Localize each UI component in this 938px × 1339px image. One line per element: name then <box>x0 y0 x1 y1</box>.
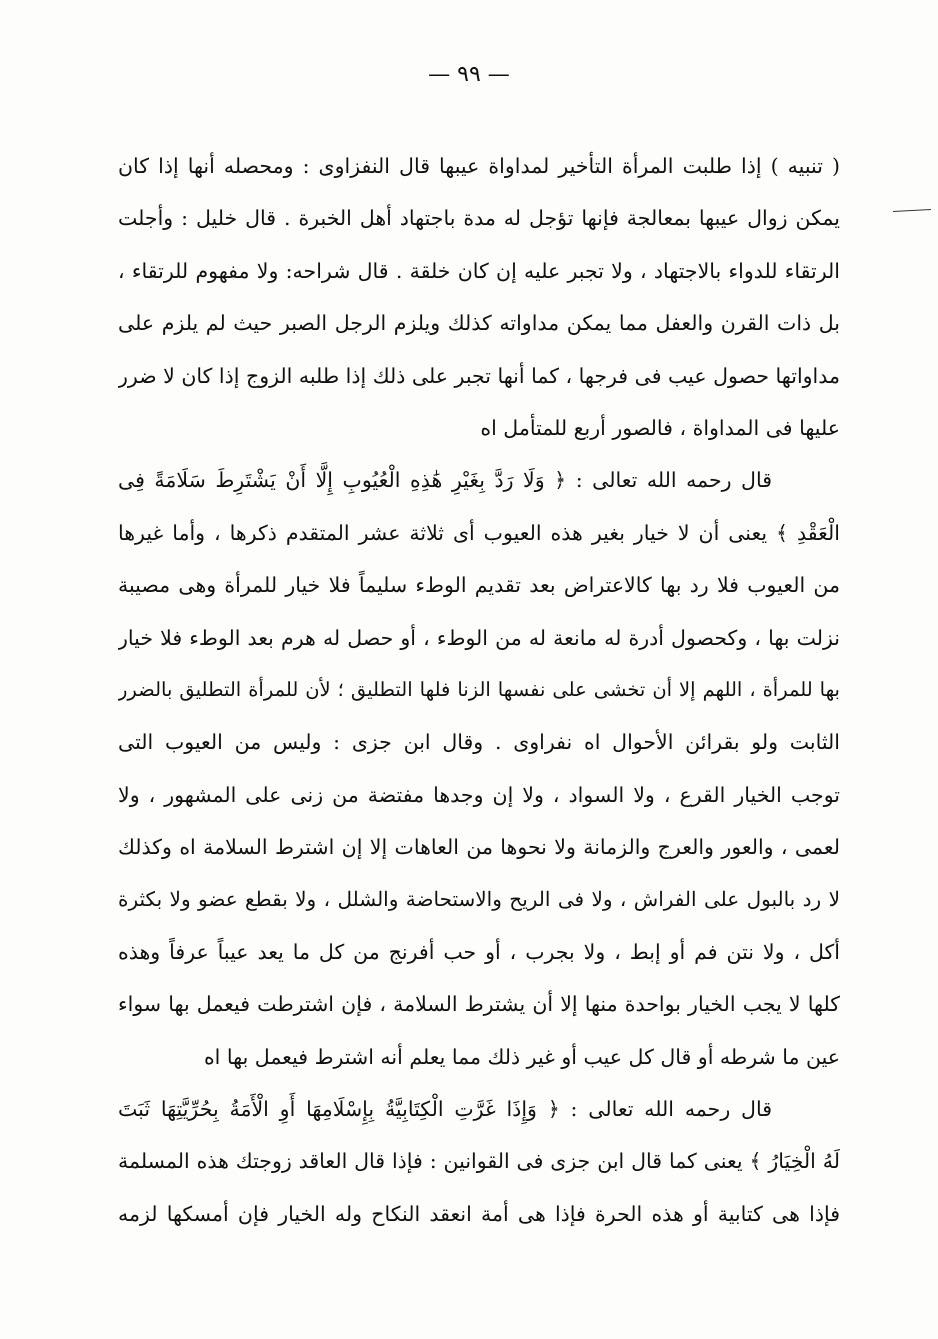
text-line: توجب الخيار القرع ، ولا السواد ، ولا إن وجدها مفتضة من زنى على المشهور ، ولا <box>118 782 840 807</box>
margin-mark <box>893 209 931 212</box>
text-line: من العيوب فلا رد بها كالاعتراض بعد تقديم الوطء سليماً فلا خيار للمرأة وهى مصيبة <box>118 573 840 598</box>
text-line: مداواتها حصول عيب فى فرجها ، كما أنها تجبر على ذلك إذا طلبه الزوج إذا كان لا ضرر <box>118 363 840 388</box>
text-line: قال رحمه الله تعالى : ﴿ وَلَا رَدَّ بِغَيْرِ هَٰذِهِ الْعُيُوبِ إِلَّا أَنْ يَشْتَرِطَ سَلَامَةً فِى <box>118 468 772 493</box>
text-line: قال رحمه الله تعالى : ﴿ وَإِذَا غَرَّتِ الْكِتَابِيَّةُ بِإِسْلَامِهَا أَوِ الْأَمَةُ بِحُرِّيَّتِهَا ثَبَتَ <box>118 1097 772 1122</box>
text-line: أكل ، ولا نتن فم أو إبط ، ولا بجرب ، أو حب أفرنج من كل ما يعد عيباً عرفاً وهذه <box>118 939 840 964</box>
text-line: فإذا هى كتابية أو هذه الحرة فإذا هى أمة انعقد النكاح وله الخيار فإن أمسكها لزمه <box>118 1201 840 1226</box>
text-line: يمكن زوال عيبها بمعالجة فإنها تؤجل له مدة باجتهاد أهل الخبرة . قال خليل : وأجلت <box>118 206 840 231</box>
text-line: ( تنبيه ) إذا طلبت المرأة التأخير لمداواة عيبها قال النفزاوى : ومحصله أنها إذا كان <box>118 154 840 178</box>
text-line: نزلت بها ، وكحصول أدرة له مانعة له من الوطء ، أو حصل له هرم بعد الوطء فلا خيار <box>118 625 840 650</box>
text-line: عين ما شرطه أو قال كل عيب أو غير ذلك مما يعلم أنه اشترط فيعمل بها اه <box>203 1044 840 1069</box>
text-line: لَهُ الْخِيَارُ ﴾ يعنى كما قال ابن جزى فى القوانين : فإذا قال العاقد زوجتك هذه المسلمة <box>118 1149 840 1174</box>
text-line: الثابت ولو بقرائن الأحوال اه نفراوى . وقال ابن جزى : وليس من العيوب التى <box>118 730 840 755</box>
page-number: — ٩٩ — <box>428 62 510 87</box>
text-line: الْعَقْدِ ﴾ يعنى أن لا خيار بغير هذه العيوب أى ثلاثة عشر المتقدم ذكرها ، وأما غيرها <box>118 520 840 545</box>
text-line: الرتقاء للدواء بالاجتهاد ، ولا تجبر عليه إن كان خلقة . قال شراحه: ولا مفهوم للرتقاء ، <box>118 258 840 283</box>
text-line: عليها فى المداواة ، فالصور أربع للمتأمل اه <box>480 415 840 440</box>
text-line: لعمى ، والعور والعرج والزمانة ولا نحوها من العاهات إلا إن اشترط السلامة اه وكذلك <box>118 835 840 860</box>
text-line: لا رد بالبول على الفراش ، ولا فى الريح والاستحاضة والشلل ، ولا بقطع عضو ولا بكثرة <box>118 887 840 912</box>
text-line: كلها لا يجب الخيار بواحدة منها إلا أن يشترط السلامة ، فإن اشترطت فيعمل بها سواء <box>118 992 840 1017</box>
text-line: بها للمرأة ، اللهم إلا أن تخشى على نفسها الزنا فلها التطليق ؛ لأن للمرأة التطليق بالضرر <box>118 677 840 701</box>
text-line: بل ذات القرن والعفل مما يمكن مداواته كذلك ويلزم الرجل الصبر حيث لم يلزم على <box>118 311 840 336</box>
body-text <box>118 140 840 1240</box>
